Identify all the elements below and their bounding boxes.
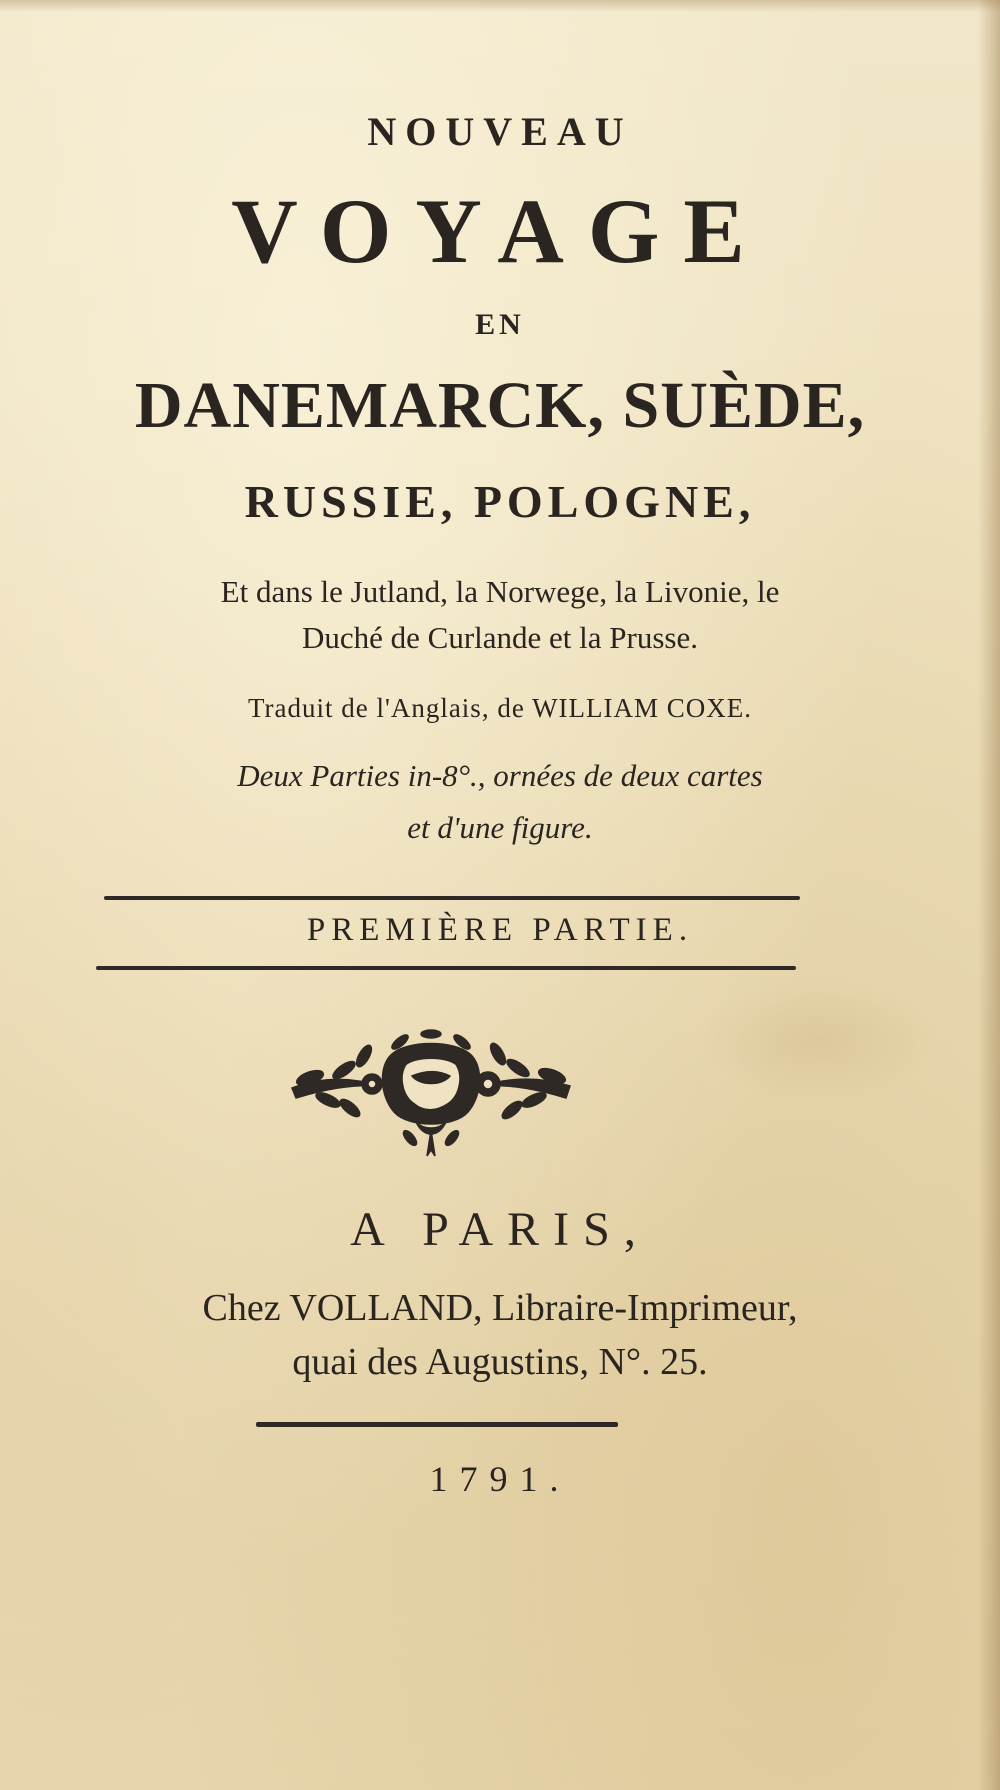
paper-stain xyxy=(700,980,940,1100)
format-note-line-2: et d'une figure. xyxy=(407,810,593,845)
bottom-rule xyxy=(96,966,796,970)
subtitle-regions-line-1: Et dans le Jutland, la Norwege, la Livonie, le xyxy=(220,574,780,609)
floral-vignette-icon xyxy=(288,1026,574,1162)
imprint-city: A PARIS, xyxy=(350,1203,650,1256)
paper-top-edge xyxy=(0,0,1000,12)
title-countries-line-2: RUSSIE, POLOGNE, xyxy=(244,476,756,527)
top-rule xyxy=(104,896,800,900)
title-voyage: VOYAGE xyxy=(231,180,769,282)
translator-credit: Traduit de l'Anglais, de WILLIAM COXE. xyxy=(247,693,753,723)
title-en: EN xyxy=(475,308,525,341)
imprint-printer: Chez VOLLAND, Libraire-Imprimeur, xyxy=(202,1287,798,1329)
imprint-address: quai des Augustins, N°. 25. xyxy=(292,1341,708,1383)
imprint-rule xyxy=(256,1422,618,1427)
imprint-year: 1791. xyxy=(429,1459,571,1499)
title-countries-line-1: DANEMARCK, SUÈDE, xyxy=(134,369,866,442)
part-heading: PREMIÈRE PARTIE. xyxy=(306,912,694,948)
title-nouveau: NOUVEAU xyxy=(367,109,633,154)
subtitle-regions-line-2: Duché de Curlande et la Prusse. xyxy=(302,620,698,655)
format-note-line-1: Deux Parties in-8°., ornées de deux cartes xyxy=(237,758,763,793)
